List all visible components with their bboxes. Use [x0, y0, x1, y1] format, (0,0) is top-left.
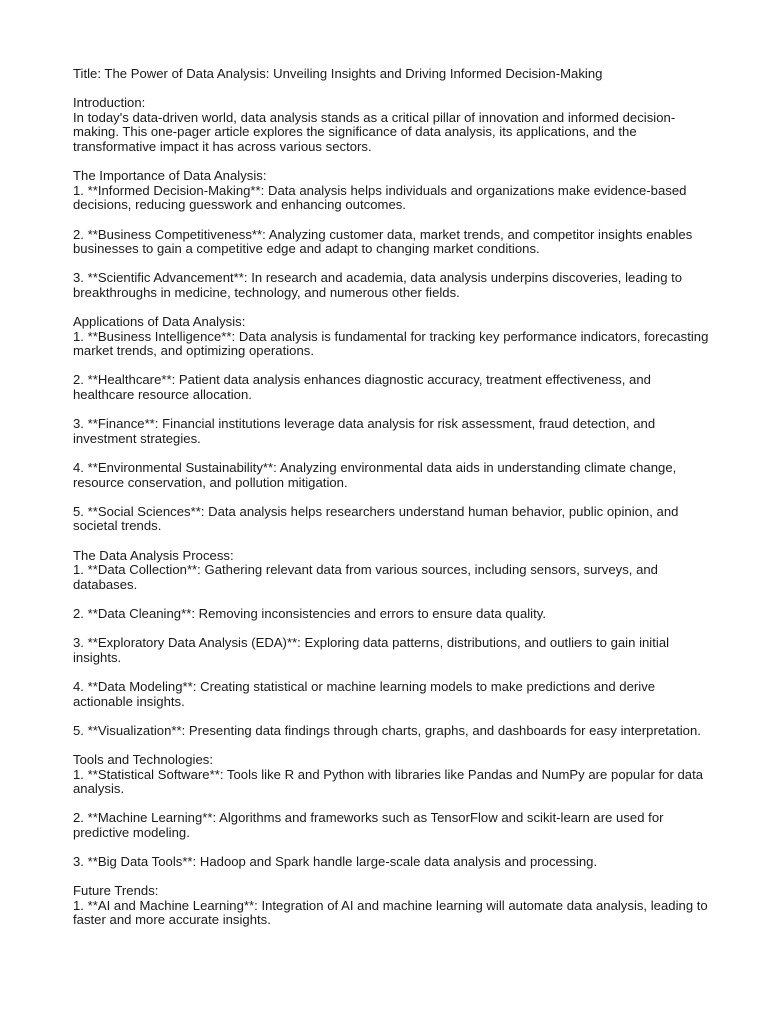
applications-item: 4. **Environmental Sustainability**: Analyzing environmental data aids in understanding climate change, resource conservation, and pollution mitigation.: [73, 460, 677, 490]
process-item: 2. **Data Cleaning**: Removing inconsistencies and errors to ensure data quality.: [73, 605, 547, 621]
importance-item: 3. **Scientific Advancement**: In research and academia, data analysis underpins discoveries, leading to breakthroughs in medicine, technology, and numerous other fields.: [73, 270, 683, 300]
importance-item: 2. **Business Competitiveness**: Analyzing customer data, market trends, and competitor insights enables businesses to gain a competitive edge and adapt to changing market conditions.: [73, 226, 693, 257]
introduction-heading: Introduction:: [73, 95, 146, 111]
process-heading: The Data Analysis Process:: [73, 547, 234, 563]
process-item: 1. **Data Collection**: Gathering relevant data from various sources, including sensors, surveys, and databases.: [73, 562, 658, 592]
process-item: 5. **Visualization**: Presenting data findings through charts, graphs, and dashboards for easy interpretation.: [73, 722, 701, 738]
document-page: [73, 67, 713, 928]
tools-heading: Tools and Technologies:: [73, 751, 213, 767]
process-item: 4. **Data Modeling**: Creating statistical or machine learning models to make predictions and derive actionable insights.: [73, 678, 656, 709]
future-item: 1. **AI and Machine Learning**: Integration of AI and machine learning will automate data analysis, leading to faster and more accurate insights.: [73, 897, 708, 928]
applications-item: 1. **Business Intelligence**: Data analysis is fundamental for tracking key performance indicators, forecasting market trends, and optimizing operations.: [73, 328, 709, 359]
introduction-body: In today's data-driven world, data analysis stands as a critical pillar of innovation and informed decision-making. This one-pager article explores the significance of data analysis, its applications, and the transformative impact it has across various sectors.: [73, 109, 676, 154]
tools-item: 1. **Statistical Software**: Tools like R and Python with libraries like Pandas and NumPy are popular for data analysis.: [73, 766, 704, 797]
applications-item: 2. **Healthcare**: Patient data analysis enhances diagnostic accuracy, treatment effectiveness, and healthcare resource allocation.: [73, 372, 651, 403]
tools-item: 2. **Machine Learning**: Algorithms and frameworks such as TensorFlow and scikit-learn are used for predictive modeling.: [73, 810, 664, 840]
applications-heading: Applications of Data Analysis:: [73, 314, 246, 330]
applications-item: 5. **Social Sciences**: Data analysis helps researchers understand human behavior, public opinion, and societal trends.: [73, 503, 679, 534]
document-title: Title: The Power of Data Analysis: Unveiling Insights and Driving Informed Decision-Making: [73, 66, 603, 81]
process-item: 3. **Exploratory Data Analysis (EDA)**: Exploring data patterns, distributions, and outliers to gain initial insights.: [73, 635, 670, 665]
applications-item: 3. **Finance**: Financial institutions leverage data analysis for risk assessment, fraud detection, and investment strategies.: [73, 416, 656, 446]
future-heading: Future Trends:: [73, 883, 159, 899]
tools-item: 3. **Big Data Tools**: Hadoop and Spark handle large-scale data analysis and processing.: [73, 854, 598, 870]
importance-item: 1. **Informed Decision-Making**: Data analysis helps individuals and organizations make evidence-based decisions, reducing guesswork and enhancing outcomes.: [73, 182, 687, 213]
importance-heading: The Importance of Data Analysis:: [73, 168, 267, 184]
